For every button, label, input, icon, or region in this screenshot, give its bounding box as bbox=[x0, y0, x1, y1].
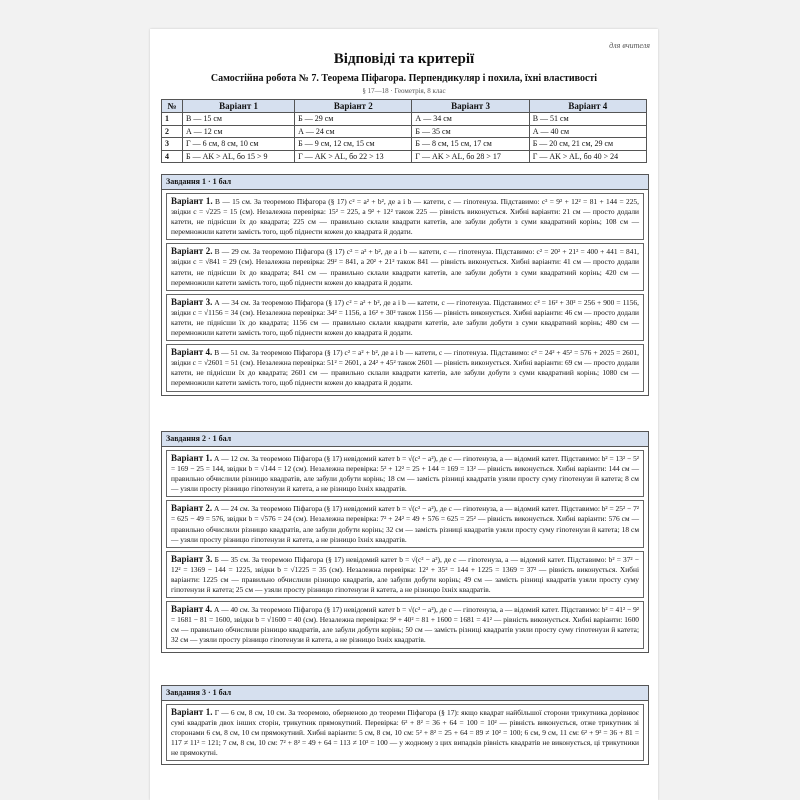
table-cell: А — 40 см bbox=[529, 125, 646, 138]
task-1-variant-1 bbox=[166, 193, 644, 240]
task-1-variant-4 bbox=[166, 344, 644, 391]
table-cell: Г — AK > AL, бо 28 > 17 bbox=[412, 150, 529, 163]
page-subtitle: Самостійна робота № 7. Теорема Піфагора. Перпендикуляр і похила, їхні властивості bbox=[210, 73, 598, 84]
table-cell: В — 15 см bbox=[183, 113, 295, 126]
task-2-variant-4 bbox=[166, 601, 644, 648]
task-2-variant-3 bbox=[166, 551, 644, 598]
answers-table-header-row bbox=[162, 100, 647, 113]
variant-text: Б — 35 см. За теоремою Піфагора (§ 17) невідомий катет b = √(c² − a²), де c — гіпотенуза, a — відомий катет. Підставимо: b² = 37² − 12² = 1369 − 144 = 1225, звідки b = √1225 = 35 (см). Незалежна перевірка: 12² + 35² = 144 + 1225 = 1369 = 37² — рівність виконується. Хибні варіанти: 1225 см — правильно обчислили різницю квадратів, але забули добути корінь; 49 см — замість різниці квадратів узяли просту суму гіпотенузи й катета; 25 см — узяли просту різницю гіпотенузи й катета, а не різницю їхніх квадратів. bbox=[171, 554, 639, 595]
page-meta: § 17—18 · Геометрія, 8 клас bbox=[362, 87, 446, 95]
table-cell: Г — 6 см, 8 см, 10 см bbox=[183, 138, 295, 151]
answers-table-header: Варіант 1 bbox=[183, 100, 295, 113]
variant-label: Варіант 4. bbox=[171, 347, 213, 358]
table-row bbox=[162, 138, 647, 151]
teacher-note: для вчителя bbox=[609, 41, 650, 50]
table-row bbox=[162, 113, 647, 126]
task-header: Завдання 3 · 1 бал bbox=[162, 686, 648, 701]
table-cell: Б — 8 см, 15 см, 17 см bbox=[412, 138, 529, 151]
variant-text: Г — 6 см, 8 см, 10 см. За теоремою, оберненою до теореми Піфагора (§ 17): якщо квадрат найбільшої сторони трикутника дорівнює сумі квадратів двох інших сторін, трикутник прямокутний. Перевірка: 6² + 8² = 36 + 64 = 100 = 10² — рівність виконується, отже трикутник зі сторонами 6 см, 8 см, 10 см прямокутний. Хибні варіанти: 5 см, 8 см, 10 см: 5² + 8² = 25 + 64 = 89 ≠ 10² = 100; 6 см, 9 см, 11 см: 6² + 9² = 36 + 81 = 117 ≠ 11² = 121; 7 см, 8 см, 10 см: 7² + 8² = 49 + 64 = 113 ≠ 10² = 100 — у жодному з цих випадків рівність квадратів не виконується, ці трикутники не прямокутні. bbox=[171, 708, 639, 758]
table-cell: А — 24 см bbox=[295, 125, 412, 138]
variant-text: В — 15 см. За теоремою Піфагора (§ 17) c² = a² + b², де a і b — катети, c — гіпотенуза. Підставимо: c² = 9² + 12² = 81 + 144 = 225, звідки c = √225 = 15 (см). Незалежна перевірка: 15² = 225, а 9² + 12² також 225 — рівність виконується. Хибні варіанти: 21 см — просто додали катети, не піднісши їх до квадрата; 225 см — правильно склали квадрати катетів, але забули добути з суми квадратний корінь; 108 см — перемножили катети замість того, щоб піднести кожен до квадрата й додати. bbox=[171, 197, 639, 237]
table-cell: Б — 29 см bbox=[295, 113, 412, 126]
answer-sheet bbox=[150, 29, 658, 800]
table-cell: Б — AK > AL, бо 15 > 9 bbox=[183, 150, 295, 163]
variant-text: А — 34 см. За теоремою Піфагора (§ 17) c² = a² + b², де a і b — катети, c — гіпотенуза. Підставимо: c² = 16² + 30² = 256 + 900 = 1156, звідки c = √1156 = 34 (см). Незалежна перевірка: 34² = 1156, а 16² + 30² також 1156 — рівність виконується. Хибні варіанти: 46 см — просто додали катети, не піднісши їх до квадрата; 1156 см — правильно склали квадрати катетів, але забули добути з суми квадратний корінь; 480 см — перемножили катети замість того, щоб піднести кожен до квадрата й додати. bbox=[171, 297, 639, 338]
variant-text: А — 12 см. За теоремою Піфагора (§ 17) невідомий катет b = √(c² − a²), де c — гіпотенуза, a — відомий катет. Підставимо: b² = 13² − 5² = 169 − 25 = 144, звідки b = √144 = 12 (см). Незалежна перевірка: 5² + 12² = 25 + 144 = 169 = 13² — рівність виконується. Хибні варіанти: 144 см — правильно обчислили різницю квадратів, але забули добути корінь; 18 см — замість різниці квадратів узяли просту суму гіпотенузи й катета; 8 см — узяли просту різницю гіпотенузи й катета, а не різницю їхніх квадратів. bbox=[171, 454, 639, 494]
table-row bbox=[162, 125, 647, 138]
variant-label: Варіант 1. bbox=[171, 707, 213, 717]
task-1-variant-2 bbox=[166, 243, 644, 290]
variant-label: Варіант 1. bbox=[171, 453, 213, 463]
task-2-variant-2 bbox=[166, 500, 644, 547]
table-cell: Б — 9 см, 12 см, 15 см bbox=[295, 138, 412, 151]
table-cell: 2 bbox=[162, 125, 183, 138]
table-cell: А — 34 см bbox=[412, 113, 529, 126]
answers-table-header: Варіант 4 bbox=[529, 100, 646, 113]
table-cell: Г — AK > AL, бо 40 > 24 bbox=[529, 150, 646, 163]
table-cell: В — 51 см bbox=[529, 113, 646, 126]
table-cell: Г — AK > AL, бо 22 > 13 bbox=[295, 150, 412, 163]
variant-label: Варіант 3. bbox=[171, 296, 213, 307]
task-3-section bbox=[161, 685, 649, 765]
task-2-section bbox=[161, 431, 649, 653]
answers-table bbox=[161, 99, 647, 163]
task-2-variant-1 bbox=[166, 450, 644, 497]
variant-text: А — 40 см. За теоремою Піфагора (§ 17) невідомий катет b = √(c² − a²), де c — гіпотенуза, a — відомий катет. Підставимо: b² = 41² − 9² = 1681 − 81 = 1600, звідки b = √1600 = 40 (см). Незалежна перевірка: 9² + 40² = 81 + 1600 = 1681 = 41² — рівність виконується. Хибні варіанти: 1600 см — правильно обчислили різницю квадратів, але забули добути корінь; 50 см — замість різниці квадратів узяли просту суму гіпотенузи й катета; 32 см — узяли просту різницю гіпотенузи й катета, а не різницю їхніх квадратів. bbox=[171, 605, 639, 645]
table-cell: Б — 20 см, 21 см, 29 см bbox=[529, 138, 646, 151]
variant-text: А — 24 см. За теоремою Піфагора (§ 17) невідомий катет b = √(c² − a²), де c — гіпотенуза, a — відомий катет. Підставимо: b² = 25² − 7² = 625 − 49 = 576, звідки b = √576 = 24 (см). Незалежна перевірка: 7² + 24² = 49 + 576 = 625 = 25² — рівність виконується. Хибні варіанти: 576 см — правильно обчислили різницю квадратів, але забули добути корінь; 32 см — замість різниці квадратів узяли просту суму гіпотенузи й катета; 18 см — узяли просту різницю гіпотенузи й катета, а не різницю їхніх квадратів. bbox=[171, 504, 639, 544]
table-cell: 4 bbox=[162, 150, 183, 163]
page-title: Відповіді та критерії bbox=[333, 51, 475, 67]
variant-text: В — 51 см. За теоремою Піфагора (§ 17) c² = a² + b², де a і b — катети, c — гіпотенуза. Підставимо: c² = 24² + 45² = 576 + 2025 = 2601, звідки c = √2601 = 51 (см). Незалежна перевірка: 51² = 2601, а 24² + 45² також 2601 — рівність виконується. Хибні варіанти: 69 см — просто додали катети, не піднісши їх до квадрата; 2601 см — правильно склали квадрати катетів, але забули добути з суми квадратний корінь; 1080 см — перемножили катети замість того, щоб піднести кожен до квадрата й додати. bbox=[171, 348, 639, 388]
answers-table-header: Варіант 3 bbox=[412, 100, 529, 113]
table-cell: Б — 35 см bbox=[412, 125, 529, 138]
variant-label: Варіант 4. bbox=[171, 604, 213, 615]
table-cell: А — 12 см bbox=[183, 125, 295, 138]
task-header: Завдання 2 · 1 бал bbox=[162, 432, 648, 447]
table-row bbox=[162, 150, 647, 163]
table-cell: 3 bbox=[162, 138, 183, 151]
variant-text: В — 29 см. За теоремою Піфагора (§ 17) c² = a² + b², де a і b — катети, c — гіпотенуза. Підставимо: c² = 20² + 21² = 400 + 441 = 841, звідки c = √841 = 29 (см). Незалежна перевірка: 29² = 841, а 20² + 21² також 841 — рівність виконується. Хибні варіанти: 41 см — просто додали катети, не піднісши їх до квадрата; 841 см — правильно склали квадрати катетів, але забули добути з суми квадратний корінь; 420 см — перемножили катети замість того, щоб піднести кожен до квадрата й додати. bbox=[171, 247, 639, 287]
variant-label: Варіант 3. bbox=[171, 553, 213, 564]
variant-label: Варіант 1. bbox=[171, 196, 213, 206]
task-1-section bbox=[161, 174, 649, 396]
variant-label: Варіант 2. bbox=[171, 246, 213, 257]
variant-label: Варіант 2. bbox=[171, 503, 213, 514]
answers-table-header: Варіант 2 bbox=[295, 100, 412, 113]
task-3-variant-1 bbox=[166, 704, 644, 761]
task-1-variant-3 bbox=[166, 294, 644, 341]
task-header: Завдання 1 · 1 бал bbox=[162, 175, 648, 190]
table-cell: 1 bbox=[162, 113, 183, 126]
answers-table-header: № bbox=[162, 100, 183, 113]
